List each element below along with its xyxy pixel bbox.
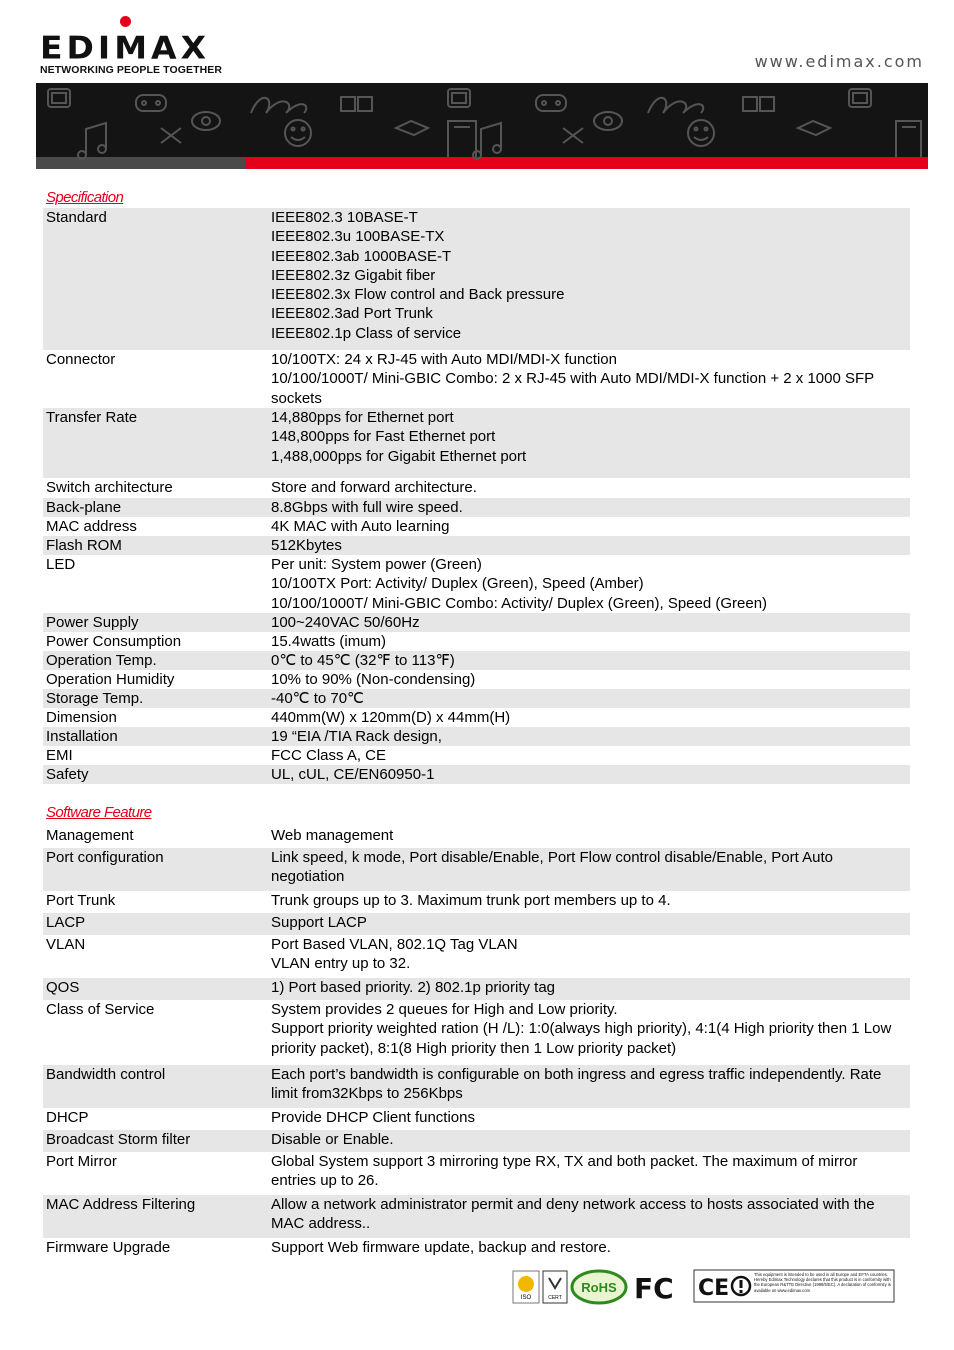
row-value-line: VLAN entry up to 32.: [271, 955, 411, 973]
row-value-line: 440mm(W) x 120mm(D) x 44mm(H): [271, 709, 511, 726]
row-value-line: Store and forward architecture.: [271, 479, 477, 496]
table-row: [43, 765, 910, 784]
row-label: Connector: [46, 351, 116, 368]
row-value-line: 14,880pps for Ethernet port: [271, 409, 454, 426]
row-value-line: Port Based VLAN, 802.1Q Tag VLAN: [271, 936, 518, 953]
row-value-line: Per unit: System power (Green): [271, 556, 482, 573]
svg-text:RoHS: RoHS: [581, 1280, 617, 1295]
table-row: [43, 708, 910, 727]
row-value: [271, 708, 910, 727]
table-row: [43, 350, 910, 408]
row-label: LED: [46, 556, 76, 573]
row-label: MAC Address Filtering: [46, 1196, 196, 1213]
software-feature-heading: Software Feature: [46, 804, 152, 821]
brand-tagline: NETWORKING PEOPLE TOGETHER: [40, 64, 223, 76]
row-value-line: Disable or Enable.: [271, 1131, 394, 1148]
row-value-line: 10/100/1000T/ Mini-GBIC Combo: Activity/ Duplex (Green), Speed (Green): [271, 594, 768, 612]
row-value: [271, 613, 910, 632]
table-row: [43, 913, 910, 935]
table-row: [43, 1130, 910, 1152]
row-value: [271, 651, 910, 670]
table-row: [43, 555, 910, 613]
row-value: [271, 746, 910, 765]
specification-heading: Specification: [46, 189, 124, 206]
row-value: [271, 826, 910, 845]
row-label: Operation Temp.: [46, 652, 157, 669]
row-value: [271, 891, 910, 910]
row-value-line: IEEE802.3ab 1000BASE-T: [271, 247, 452, 265]
row-value-line: 10/100TX Port: Activity/ Duplex (Green), Speed (Amber): [271, 575, 644, 593]
row-value: [271, 536, 910, 555]
table-row: [43, 613, 910, 632]
table-row: [43, 978, 910, 1000]
table-row: [43, 408, 910, 478]
table-row: [43, 848, 910, 891]
row-value: [271, 632, 910, 651]
row-value: [271, 555, 910, 613]
row-value-line: IEEE802.3 10BASE-T: [271, 209, 418, 226]
row-value: [271, 727, 910, 746]
table-row: [43, 536, 910, 555]
row-value: [271, 1195, 910, 1234]
row-value-line: 10% to 90% (Non-condensing): [271, 671, 476, 688]
row-value-line: 1,488,000pps for Gigabit Ethernet port: [271, 447, 527, 465]
row-value-line: IEEE802.1p Class of service: [271, 324, 462, 342]
row-label: LACP: [46, 914, 86, 931]
row-value-line: FCC Class A, CE: [271, 747, 387, 764]
row-label: Standard: [46, 209, 107, 226]
row-label: Back-plane: [46, 499, 122, 516]
row-value-line: IEEE802.3ad Port Trunk: [271, 305, 433, 323]
row-label: Class of Service: [46, 1001, 155, 1018]
certification-logos: [512, 1268, 896, 1306]
table-row: [43, 208, 910, 350]
row-label: Management: [46, 827, 134, 844]
row-value: [271, 408, 910, 466]
row-label: Power Consumption: [46, 633, 182, 650]
row-label: Port Trunk: [46, 892, 116, 909]
row-value-line: 1) Port based priority. 2) 802.1p priority tag: [271, 979, 556, 996]
row-value: [271, 1000, 910, 1058]
decorative-banner: [36, 83, 928, 169]
row-label: Installation: [46, 728, 118, 745]
row-value-line: 10/100/1000T/ Mini-GBIC Combo: 2 x RJ-45 with Auto MDI/MDI-X function + 2 x 1000 SFP sockets: [271, 370, 874, 407]
svg-text:CE: CE: [698, 1276, 730, 1301]
row-value-line: IEEE802.3x Flow control and Back pressure: [271, 286, 565, 304]
row-label: Port configuration: [46, 849, 164, 866]
row-value: [271, 1238, 910, 1257]
table-row: [43, 1108, 910, 1130]
row-label: Power Supply: [46, 614, 139, 631]
row-label: Transfer Rate: [46, 409, 138, 426]
row-label: Storage Temp.: [46, 690, 144, 707]
row-value-line: 100~240VAC 50/60Hz: [271, 614, 420, 631]
rohs-icon: [572, 1271, 626, 1303]
row-value: [271, 935, 910, 974]
table-row: [43, 517, 910, 536]
ce-notice-text: This equipment is intended to be used in all Europe and EFTA countries. Hereby Edimax Technology declares that this product is in conformity with the European R&TTE Directive (1999/5/EC). A declaration of conformity is available on www.edimax.com: [754, 1272, 891, 1293]
software-feature-table: [43, 826, 910, 1260]
row-value-line: UL, cUL, CE/EN60950-1: [271, 766, 435, 783]
row-value-line: -40℃ to 70℃: [271, 690, 364, 707]
row-value-line: 4K MAC with Auto learning: [271, 518, 450, 535]
row-label: Operation Humidity: [46, 671, 175, 688]
row-label: VLAN: [46, 936, 86, 953]
website-url: www.edimax.com: [754, 52, 924, 71]
row-value-line: System provides 2 queues for High and Low priority.: [271, 1001, 618, 1018]
page-header: [0, 0, 954, 82]
table-row: [43, 498, 910, 517]
row-value-line: Support priority weighted ration (H /L): 1:0(always high priority), 4:1(4 High priority then 1 Low priority packet), 8:1(8 High priority then 1 Low priority packet): [271, 1020, 892, 1057]
row-value: [271, 1108, 910, 1127]
row-value-line: 8.8Gbps with full wire speed.: [271, 499, 463, 516]
row-value: [271, 848, 910, 887]
fcc-icon: [634, 1272, 674, 1305]
row-value-line: Support LACP: [271, 914, 367, 931]
row-value: [271, 1152, 910, 1191]
row-value: [271, 689, 910, 708]
row-label: Port Mirror: [46, 1153, 117, 1170]
row-value: [271, 498, 910, 517]
row-label: MAC address: [46, 518, 137, 535]
table-row: [43, 891, 910, 913]
row-label: Dimension: [46, 709, 117, 726]
row-label: Switch architecture: [46, 479, 173, 496]
table-row: [43, 1238, 910, 1260]
row-value-line: Link speed, k mode, Port disable/Enable, Port Flow control disable/Enable, Port Auto negotiation: [271, 849, 833, 886]
row-value: [271, 478, 910, 497]
svg-text:FC: FC: [634, 1272, 674, 1305]
row-value-line: Provide DHCP Client functions: [271, 1109, 475, 1126]
row-value-line: 0℃ to 45℃ (32℉ to 113℉): [271, 652, 455, 669]
row-value: [271, 1130, 910, 1149]
row-value-line: Web management: [271, 827, 394, 844]
row-value-line: Allow a network administrator permit and deny network access to hosts associated with the MAC address..: [271, 1196, 875, 1233]
row-label: Safety: [46, 766, 89, 783]
specification-table: [43, 208, 910, 784]
row-value-line: 512Kbytes: [271, 537, 342, 554]
iso-badge-icon: [513, 1271, 539, 1303]
table-row: [43, 746, 910, 765]
edimax-logo: [40, 14, 250, 78]
logo-dot: [120, 16, 131, 27]
table-row: [43, 826, 910, 848]
table-row: [43, 1152, 910, 1195]
table-row: [43, 478, 910, 498]
row-value: [271, 517, 910, 536]
table-row: [43, 1000, 910, 1065]
table-row: [43, 727, 910, 746]
svg-text:CERT: CERT: [548, 1295, 562, 1301]
table-row: [43, 632, 910, 651]
row-value: [271, 978, 910, 997]
row-value: [271, 670, 910, 689]
row-label: Flash ROM: [46, 537, 122, 554]
row-label: QOS: [46, 979, 80, 996]
brand-name: EDIMAX: [40, 28, 211, 67]
row-label: Bandwidth control: [46, 1066, 166, 1083]
row-value-line: Global System support 3 mirroring type RX, TX and both packet. The maximum of mirror entries up to 26.: [271, 1153, 858, 1190]
table-row: [43, 935, 910, 978]
row-value: [271, 913, 910, 932]
table-row: [43, 689, 910, 708]
cert-badge-icon: [543, 1271, 567, 1303]
row-value-line: 148,800pps for Fast Ethernet port: [271, 428, 496, 446]
row-value: [271, 765, 910, 784]
row-value-line: Each port’s bandwidth is configurable on both ingress and egress traffic independently. Rate limit from32Kbps to 256Kbps: [271, 1066, 882, 1103]
row-value-line: IEEE802.3z Gigabit fiber: [271, 266, 436, 284]
row-label: Firmware Upgrade: [46, 1239, 171, 1256]
row-value-line: Support Web firmware update, backup and restore.: [271, 1239, 611, 1256]
row-value-line: 19 “EIA /TIA Rack design,: [271, 728, 442, 745]
table-row: [43, 651, 910, 670]
table-row: [43, 1065, 910, 1108]
table-row: [43, 1195, 910, 1238]
svg-text:ISO: ISO: [520, 1295, 532, 1301]
row-value-line: IEEE802.3u 100BASE-TX: [271, 228, 445, 246]
row-label: EMI: [46, 747, 73, 764]
row-value: [271, 350, 910, 408]
row-label: DHCP: [46, 1109, 89, 1126]
row-value-line: 10/100TX: 24 x RJ-45 with Auto MDI/MDI-X function: [271, 351, 617, 368]
row-value: [271, 208, 910, 343]
table-row: [43, 670, 910, 689]
ce-mark-icon: [694, 1270, 894, 1302]
row-label: Broadcast Storm filter: [46, 1131, 191, 1148]
row-value-line: Trunk groups up to 3. Maximum trunk port members up to 4.: [271, 892, 671, 909]
row-value-line: 15.4watts (imum): [271, 633, 387, 650]
row-value: [271, 1065, 910, 1104]
